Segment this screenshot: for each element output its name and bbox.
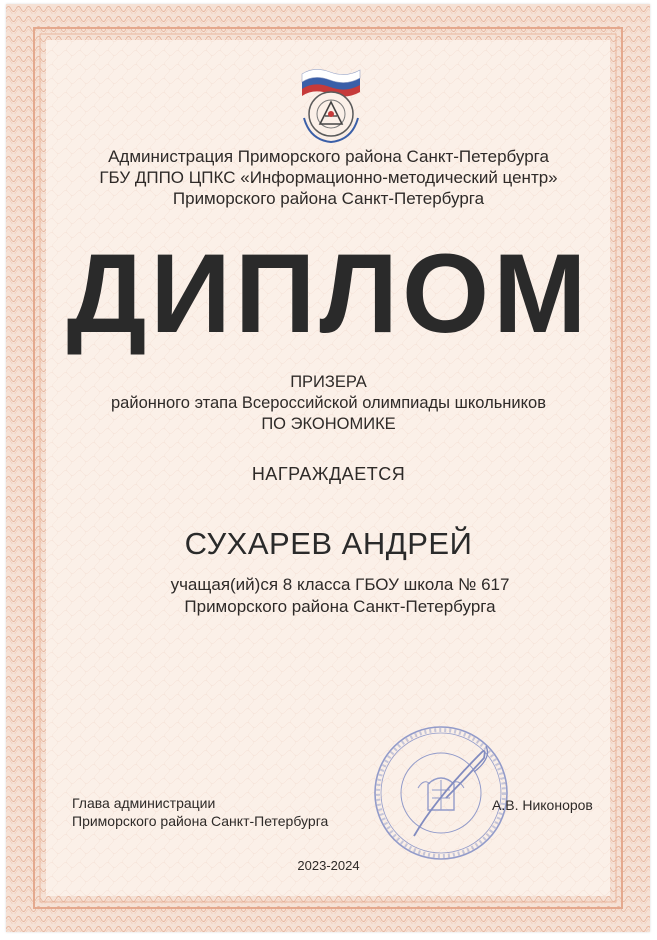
award-line-2: районного этапа Всероссийской олимпиады школьников: [111, 394, 546, 412]
diploma-title: ДИПЛОМ: [66, 231, 591, 356]
signer-position-line-2: Приморского района Санкт-Петербурга: [72, 813, 329, 829]
award-description: [40, 372, 617, 435]
award-line-1: ПРИЗЕРА: [290, 373, 367, 391]
signer-position: [72, 794, 328, 830]
issuer-line-2: ГБУ ДППО ЦПКС «Информационно-методический центр»: [99, 168, 558, 187]
issuer-line-1: Администрация Приморского района Санкт-Петербурга: [108, 147, 549, 166]
issuer-header: [40, 146, 617, 209]
school-line-1: учащая(ий)ся 8 класса ГБОУ школа № 617: [170, 575, 510, 594]
school-line-2: Приморского района Санкт-Петербурга: [184, 597, 496, 616]
recipient-name: СУХАРЕВ АНДРЕЙ: [184, 526, 473, 561]
academic-year: 2023-2024: [297, 858, 360, 873]
issuer-line-3: Приморского района Санкт-Петербурга: [172, 189, 485, 208]
signer-position-line-1: Глава администрации: [72, 795, 216, 811]
award-line-3: ПО ЭКОНОМИКЕ: [261, 415, 396, 433]
olympiad-emblem-icon: [290, 66, 372, 148]
recipient-school: [120, 574, 560, 618]
official-seal-icon: [366, 718, 516, 868]
awarded-label: НАГРАЖДАЕТСЯ: [251, 464, 406, 484]
signer-name: А.В. Никоноров: [492, 797, 593, 813]
